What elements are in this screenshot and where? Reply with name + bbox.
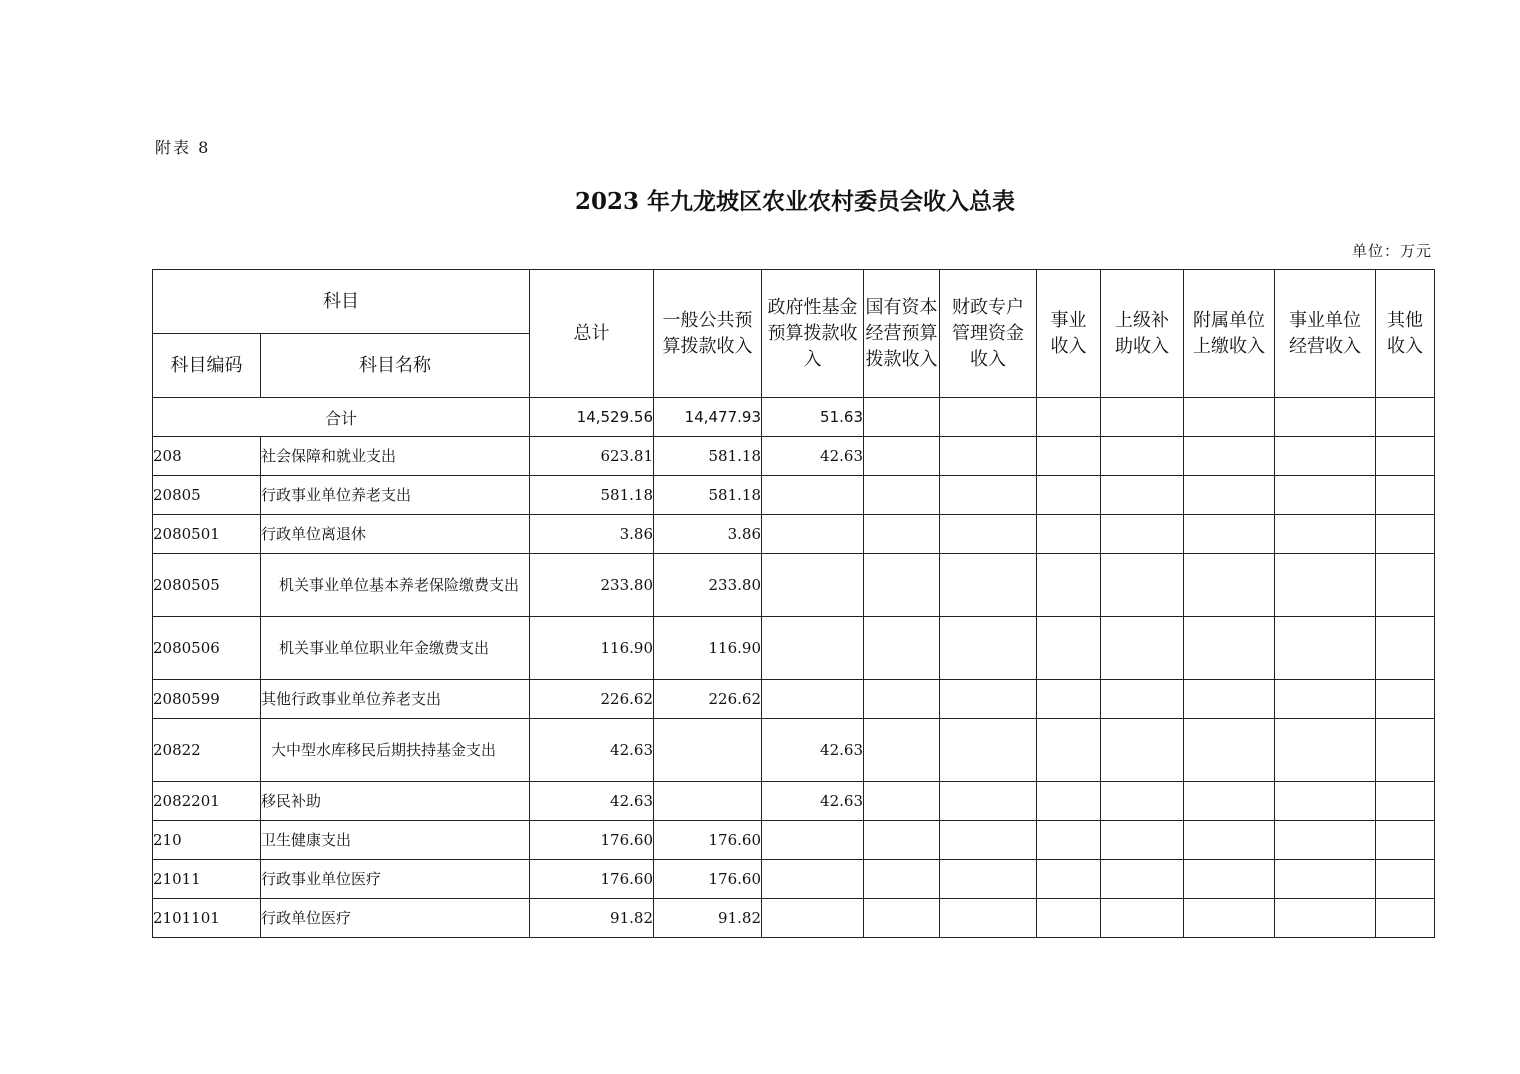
header-state-capital: 国有资本经营预算拨款收入 — [864, 270, 940, 398]
row-name: 行政事业单位养老支出 — [261, 476, 530, 515]
row-general — [654, 719, 762, 782]
row-total: 233.80 — [530, 554, 654, 617]
row-general — [654, 782, 762, 821]
row-fund — [762, 680, 864, 719]
row-code: 2080505 — [153, 554, 261, 617]
row-general: 176.60 — [654, 821, 762, 860]
appendix-label: 附表 8 — [155, 138, 211, 157]
table-row — [153, 821, 1435, 860]
row-name: 机关事业单位基本养老保险缴费支出 — [261, 554, 530, 617]
row-total: 226.62 — [530, 680, 654, 719]
table-row — [153, 782, 1435, 821]
row-general: 3.86 — [654, 515, 762, 554]
income-table — [152, 269, 1435, 938]
row-general: 176.60 — [654, 860, 762, 899]
row-code: 2080599 — [153, 680, 261, 719]
row-name: 卫生健康支出 — [261, 821, 530, 860]
header-gov-fund: 政府性基金预算拨款收入 — [762, 270, 864, 398]
row-name: 行政单位医疗 — [261, 899, 530, 938]
table-row — [153, 554, 1435, 617]
table-row — [153, 860, 1435, 899]
table-row — [153, 719, 1435, 782]
row-code: 208 — [153, 437, 261, 476]
header-business: 事业收入 — [1037, 270, 1101, 398]
row-name: 其他行政事业单位养老支出 — [261, 680, 530, 719]
table-row — [153, 476, 1435, 515]
row-code: 21011 — [153, 860, 261, 899]
row-fund — [762, 860, 864, 899]
header-other: 其他收入 — [1376, 270, 1435, 398]
row-code: 2082201 — [153, 782, 261, 821]
header-code: 科目编码 — [153, 334, 261, 398]
row-general: 116.90 — [654, 617, 762, 680]
row-name: 大中型水库移民后期扶持基金支出 — [261, 719, 530, 782]
row-name: 移民补助 — [261, 782, 530, 821]
header-general-budget: 一般公共预算拨款收入 — [654, 270, 762, 398]
total-label: 合计 — [153, 398, 530, 437]
total-cell-general: 14,477.93 — [654, 398, 762, 437]
row-fund: 42.63 — [762, 782, 864, 821]
row-total: 3.86 — [530, 515, 654, 554]
row-code: 2080501 — [153, 515, 261, 554]
header-total: 总计 — [530, 270, 654, 398]
row-name: 社会保障和就业支出 — [261, 437, 530, 476]
row-fund: 42.63 — [762, 437, 864, 476]
row-code: 210 — [153, 821, 261, 860]
header-subject: 科目 — [153, 270, 530, 334]
header-fiscal-special: 财政专户管理资金收入 — [940, 270, 1037, 398]
total-row — [153, 398, 1435, 437]
row-total: 176.60 — [530, 860, 654, 899]
row-code: 20805 — [153, 476, 261, 515]
row-general: 226.62 — [654, 680, 762, 719]
row-general: 91.82 — [654, 899, 762, 938]
row-name: 行政事业单位医疗 — [261, 860, 530, 899]
row-fund — [762, 515, 864, 554]
page-title: 2023 年九龙坡区农业农村委员会收入总表 — [574, 188, 1016, 215]
header-affiliated: 附属单位上缴收入 — [1184, 270, 1275, 398]
row-fund: 42.63 — [762, 719, 864, 782]
row-total: 623.81 — [530, 437, 654, 476]
table-row — [153, 680, 1435, 719]
row-code: 20822 — [153, 719, 261, 782]
table-row — [153, 437, 1435, 476]
row-total: 42.63 — [530, 782, 654, 821]
row-fund — [762, 554, 864, 617]
table-row — [153, 617, 1435, 680]
header-operating: 事业单位经营收入 — [1275, 270, 1376, 398]
row-fund — [762, 821, 864, 860]
row-total: 42.63 — [530, 719, 654, 782]
unit-label: 单位：万元 — [1351, 242, 1432, 260]
row-general: 581.18 — [654, 437, 762, 476]
row-general: 581.18 — [654, 476, 762, 515]
total-cell-total: 14,529.56 — [530, 398, 654, 437]
row-total: 116.90 — [530, 617, 654, 680]
header-name: 科目名称 — [261, 334, 530, 398]
row-fund — [762, 476, 864, 515]
row-name: 机关事业单位职业年金缴费支出 — [261, 617, 530, 680]
row-total: 91.82 — [530, 899, 654, 938]
row-fund — [762, 899, 864, 938]
total-cell-fund: 51.63 — [762, 398, 864, 437]
row-name: 行政单位离退休 — [261, 515, 530, 554]
row-code: 2080506 — [153, 617, 261, 680]
row-total: 581.18 — [530, 476, 654, 515]
row-total: 176.60 — [530, 821, 654, 860]
row-code: 2101101 — [153, 899, 261, 938]
header-superior-subsidy: 上级补助收入 — [1101, 270, 1184, 398]
row-general: 233.80 — [654, 554, 762, 617]
row-fund — [762, 617, 864, 680]
table-row — [153, 515, 1435, 554]
table-row — [153, 899, 1435, 938]
